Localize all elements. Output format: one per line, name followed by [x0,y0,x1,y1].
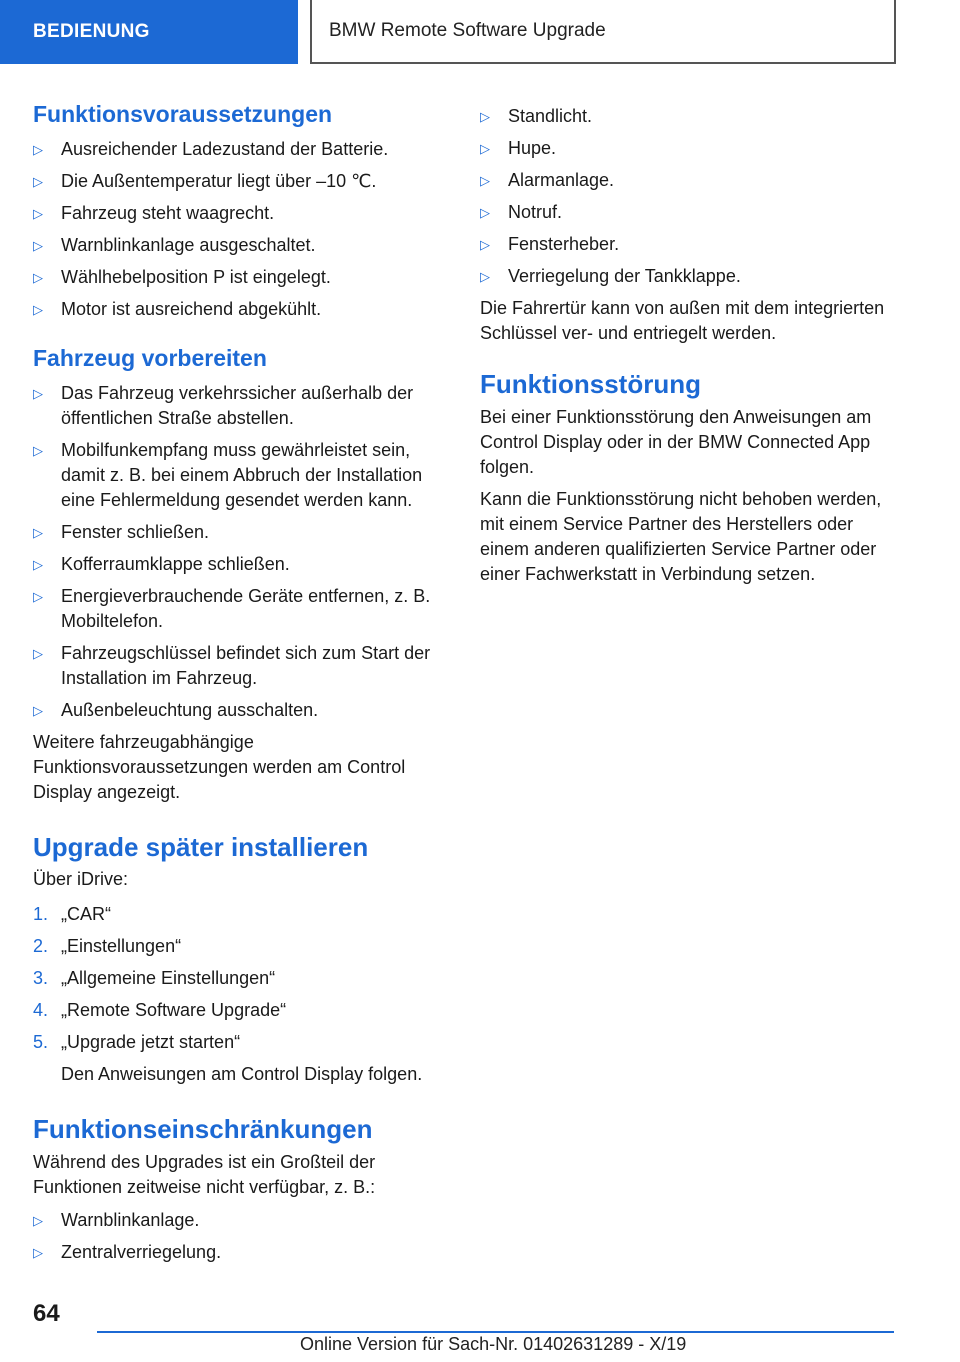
heading-upgrade-spaeter: Upgrade später installieren [33,831,369,862]
list-item: ▷ Kofferraumklappe schließen. [33,552,448,577]
triangle-bullet-icon: ▷ [33,702,43,718]
list-item: ▷ Fahrzeug steht waagrecht. [33,201,448,226]
triangle-bullet-icon: ▷ [33,237,43,253]
list-item: ▷ Warnblinkanlage ausgeschaltet. [33,233,448,258]
list-item: ▷ Wählhebelposition P ist eingelegt. [33,265,448,290]
list-item: ▷ Mobilfunkempfang muss gewährleistet sein, damit z. B. bei einem Abbruch der Installation eine Fehlermeldung gesendet werden kann. [33,439,423,510]
paragraph-restrictions: Während des Upgrades ist ein Großteil der Funktionen zeitweise nicht verfügbar, z. B.: [33,1151,376,1197]
step-note: Den Anweisungen am Control Display folgen. [61,1064,423,1084]
step-item: 4. „Remote Software Upgrade“ [33,998,448,1023]
triangle-bullet-icon: ▷ [33,1212,43,1228]
step-item: 3. „Allgemeine Einstellungen“ [33,966,448,991]
list-item: ▷ Ausreichender Ladezustand der Batterie. [33,137,448,162]
triangle-bullet-icon: ▷ [33,524,43,540]
triangle-bullet-icon: ▷ [33,385,43,401]
step-item: 5. „Upgrade jetzt starten“ [33,1030,448,1055]
paragraph-service-partner: Kann die Funktionsstörung nicht behoben werden, mit einem Service Partner des Herstellers oder einem anderen qualifizierten Service Partner oder einer Fachwerkstatt in Verbindung setzen. [480,488,882,584]
list-item: ▷ Alarmanlage. [480,168,895,193]
list-item: ▷ Außenbeleuchtung ausschalten. [33,698,448,723]
step-number: 5. [33,1032,49,1052]
left-column [33,100,448,1265]
heading-funktionsvoraussetzungen: Funktionsvoraussetzungen [33,101,333,127]
list-item: ▷ Das Fahrzeug verkehrssicher außerhalb der öffentlichen Straße abstellen. [33,382,414,428]
triangle-bullet-icon: ▷ [33,556,43,572]
step-number: 3. [33,968,49,988]
triangle-bullet-icon: ▷ [480,269,490,284]
restrictions-list [33,1208,448,1265]
heading-funktionsstoerung: Funktionsstörung [480,369,701,399]
list-item: ▷ Verriegelung der Tankklappe. [480,264,895,289]
list-item: ▷ Warnblinkanlage. [33,1208,448,1233]
triangle-bullet-icon: ▷ [480,173,490,188]
steps-list [33,902,448,1055]
triangle-bullet-icon: ▷ [33,205,43,221]
heading-fahrzeug-vorbereiten: Fahrzeug vorbereiten [33,344,267,371]
section-label: BEDIENUNG [33,21,150,42]
footer-online-version: Online Version für Sach-Nr. 01402631289 - X/19 [300,1334,687,1354]
paragraph-malfunction-instructions: Bei einer Funktionsstörung den Anweisungen am Control Display oder in der BMW Connected App folgen. [480,406,872,477]
step-number: 1. [33,904,49,924]
paragraph-idrive: Über iDrive: [33,869,129,889]
step-item: 1. „CAR“ [33,902,448,927]
list-item: ▷ Fenster schließen. [33,520,448,545]
preparation-list [33,381,448,723]
triangle-bullet-icon: ▷ [480,141,490,156]
triangle-bullet-icon: ▷ [480,237,490,252]
triangle-bullet-icon: ▷ [33,301,43,317]
list-item: ▷ Hupe. [480,136,895,161]
triangle-bullet-icon: ▷ [480,109,490,124]
list-item: ▷ Fensterheber. [480,232,895,257]
paragraph-additional-requirements: Weitere fahrzeugabhängige Funktionsvoraussetzungen werden am Control Display angezeigt. [33,731,406,802]
list-item: ▷ Zentralverriegelung. [33,1240,448,1265]
list-item: ▷ Die Außentemperatur liegt über –10 ℃. [33,169,448,194]
triangle-bullet-icon: ▷ [33,442,43,458]
triangle-bullet-icon: ▷ [33,173,43,189]
triangle-bullet-icon: ▷ [33,269,43,285]
list-item: ▷ Motor ist ausreichend abgekühlt. [33,297,448,322]
list-item: ▷ Standlicht. [480,104,895,129]
page-number: 64 [33,1300,60,1327]
triangle-bullet-icon: ▷ [33,1244,43,1260]
chapter-title-box [310,0,896,64]
list-item: ▷ Notruf. [480,200,895,225]
paragraph-driver-door: Die Fahrertür kann von außen mit dem integrierten Schlüssel ver- und entriegelt werden. [480,298,885,343]
list-item: ▷ Energieverbrauchende Geräte entfernen, z. B. Mobiltelefon. [33,585,431,631]
triangle-bullet-icon: ▷ [33,645,43,661]
list-item: ▷ Fahrzeugschlüssel befindet sich zum Start der Installation im Fahrzeug. [33,642,431,688]
section-tab [0,0,298,64]
footer-divider [97,1331,894,1333]
triangle-bullet-icon: ▷ [33,588,43,604]
heading-funktionseinschraenkungen: Funktionseinschränkungen [33,1114,373,1144]
triangle-bullet-icon: ▷ [480,205,490,220]
triangle-bullet-icon: ▷ [33,141,43,157]
chapter-title: BMW Remote Software Upgrade [329,20,606,41]
requirements-list [33,137,448,322]
step-item: 2. „Einstellungen“ [33,934,448,959]
step-number: 4. [33,1000,49,1020]
step-number: 2. [33,936,49,956]
restrictions-list-continued [480,104,895,289]
right-column [480,104,895,587]
